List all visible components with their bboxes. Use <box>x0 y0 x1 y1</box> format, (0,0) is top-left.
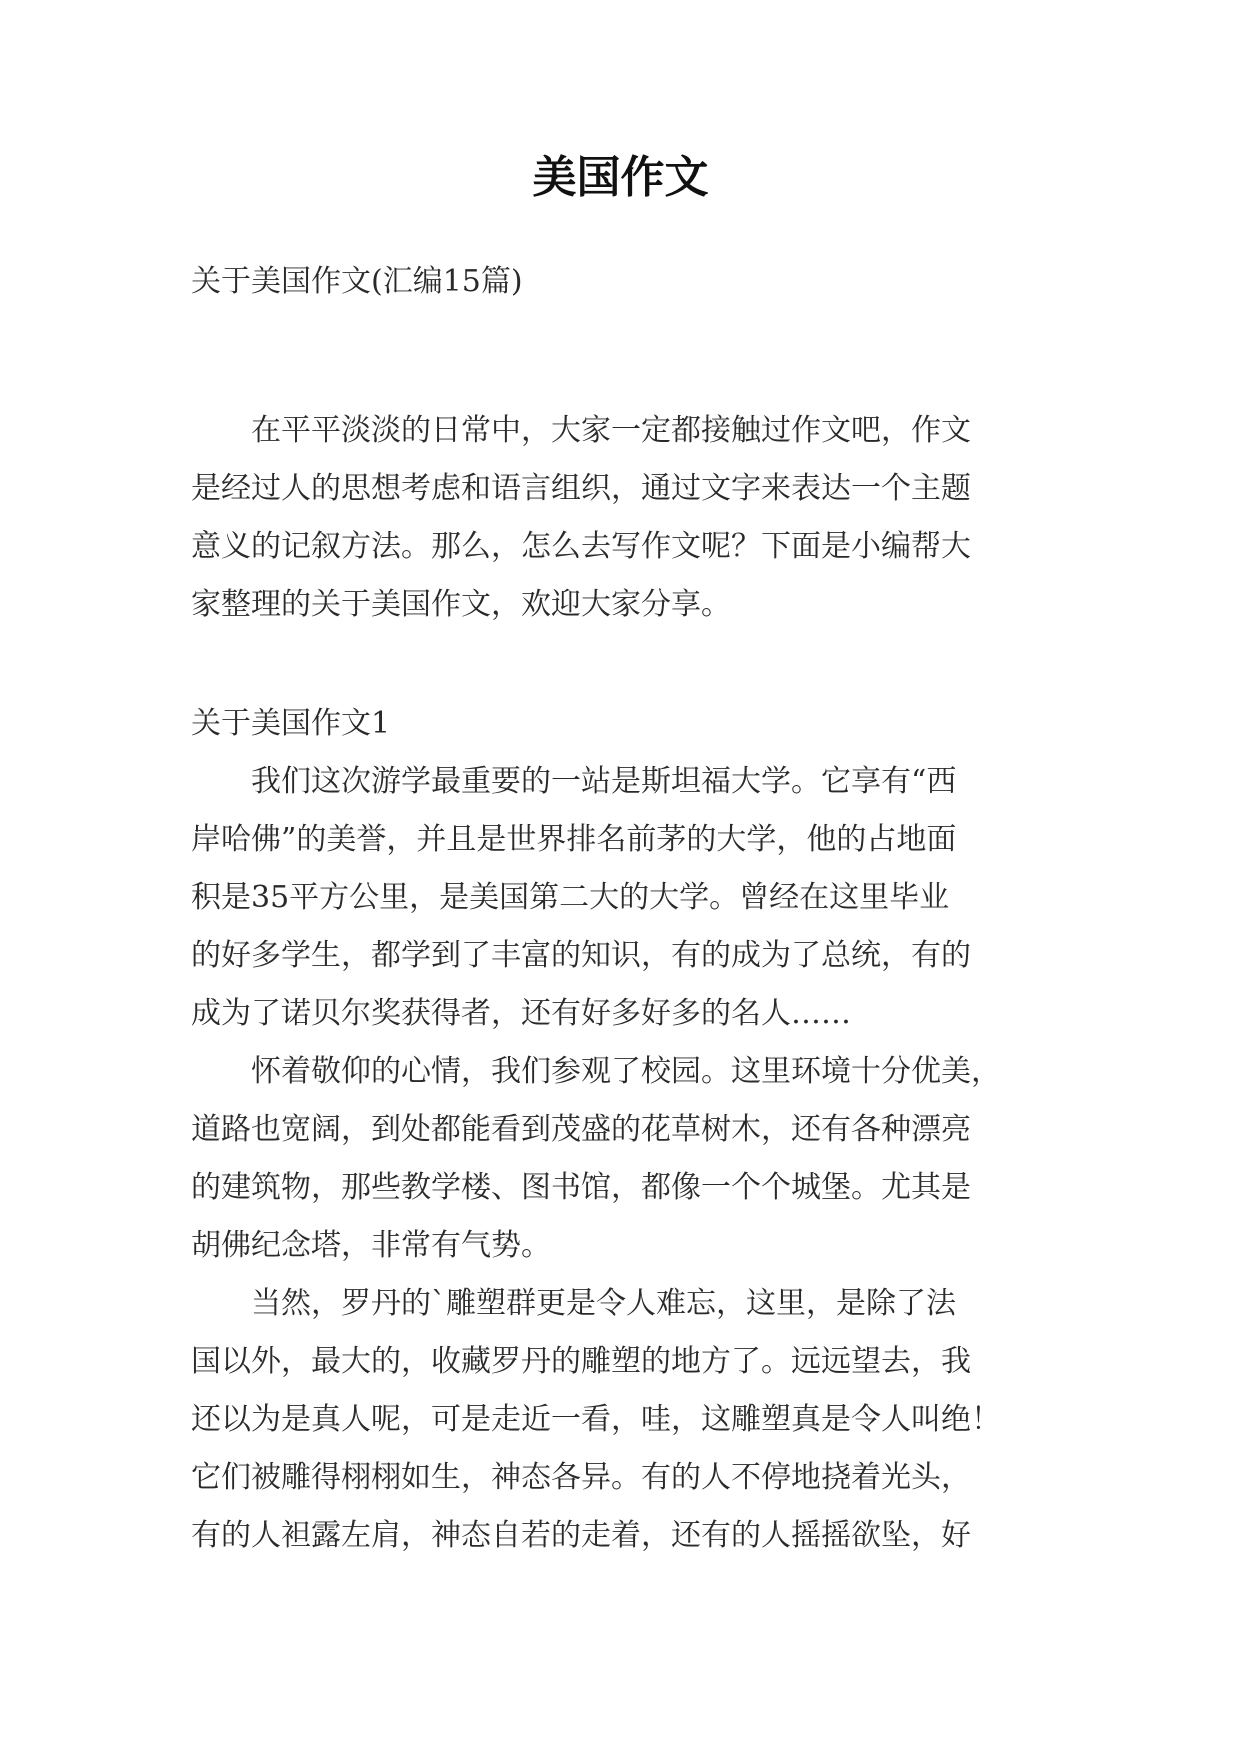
intro-line: 家整理的关于美国作文，欢迎大家分享。 <box>191 587 731 622</box>
body-line: 怀着敬仰的心情，我们参观了校园。这里环境十分优美， <box>191 1054 1001 1089</box>
body-line: 的建筑物，那些教学楼、图书馆，都像一个个城堡。尤其是 <box>191 1170 971 1205</box>
section-heading: 关于美国作文1 <box>191 706 391 741</box>
intro-line: 意义的记叙方法。那么，怎么去写作文呢？下面是小编帮大 <box>191 529 971 564</box>
body-line: 国以外，最大的，收藏罗丹的雕塑的地方了。远远望去，我 <box>191 1344 971 1379</box>
body-line: 的好多学生，都学到了丰富的知识，有的成为了总统，有的 <box>191 938 971 973</box>
body-line: 积是35平方公里，是美国第二大的大学。曾经在这里毕业 <box>191 880 950 915</box>
body-line: 岸哈佛”的美誉，并且是世界排名前茅的大学，他的占地面 <box>191 822 957 857</box>
body-line: 当然，罗丹的`雕塑群更是令人难忘，这里，是除了法 <box>191 1286 956 1321</box>
document-subtitle: 关于美国作文(汇编15篇) <box>191 264 523 299</box>
body-line: 还以为是真人呢，可是走近一看，哇，这雕塑真是令人叫绝！ <box>191 1402 1001 1437</box>
intro-line: 是经过人的思想考虑和语言组织，通过文字来表达一个主题 <box>191 471 971 506</box>
body-line: 有的人袒露左肩，神态自若的走着，还有的人摇摇欲坠，好 <box>191 1518 971 1553</box>
body-line: 它们被雕得栩栩如生，神态各异。有的人不停地挠着光头， <box>191 1460 971 1495</box>
document-title: 美国作文 <box>532 152 709 203</box>
body-line: 我们这次游学最重要的一站是斯坦福大学。它享有“西 <box>191 764 957 799</box>
intro-line: 在平平淡淡的日常中，大家一定都接触过作文吧，作文 <box>191 413 971 448</box>
body-line: 胡佛纪念塔，非常有气势。 <box>191 1228 551 1263</box>
body-line: 道路也宽阔，到处都能看到茂盛的花草树木，还有各种漂亮 <box>191 1112 971 1147</box>
body-line: 成为了诺贝尔奖获得者，还有好多好多的名人…… <box>191 996 851 1031</box>
